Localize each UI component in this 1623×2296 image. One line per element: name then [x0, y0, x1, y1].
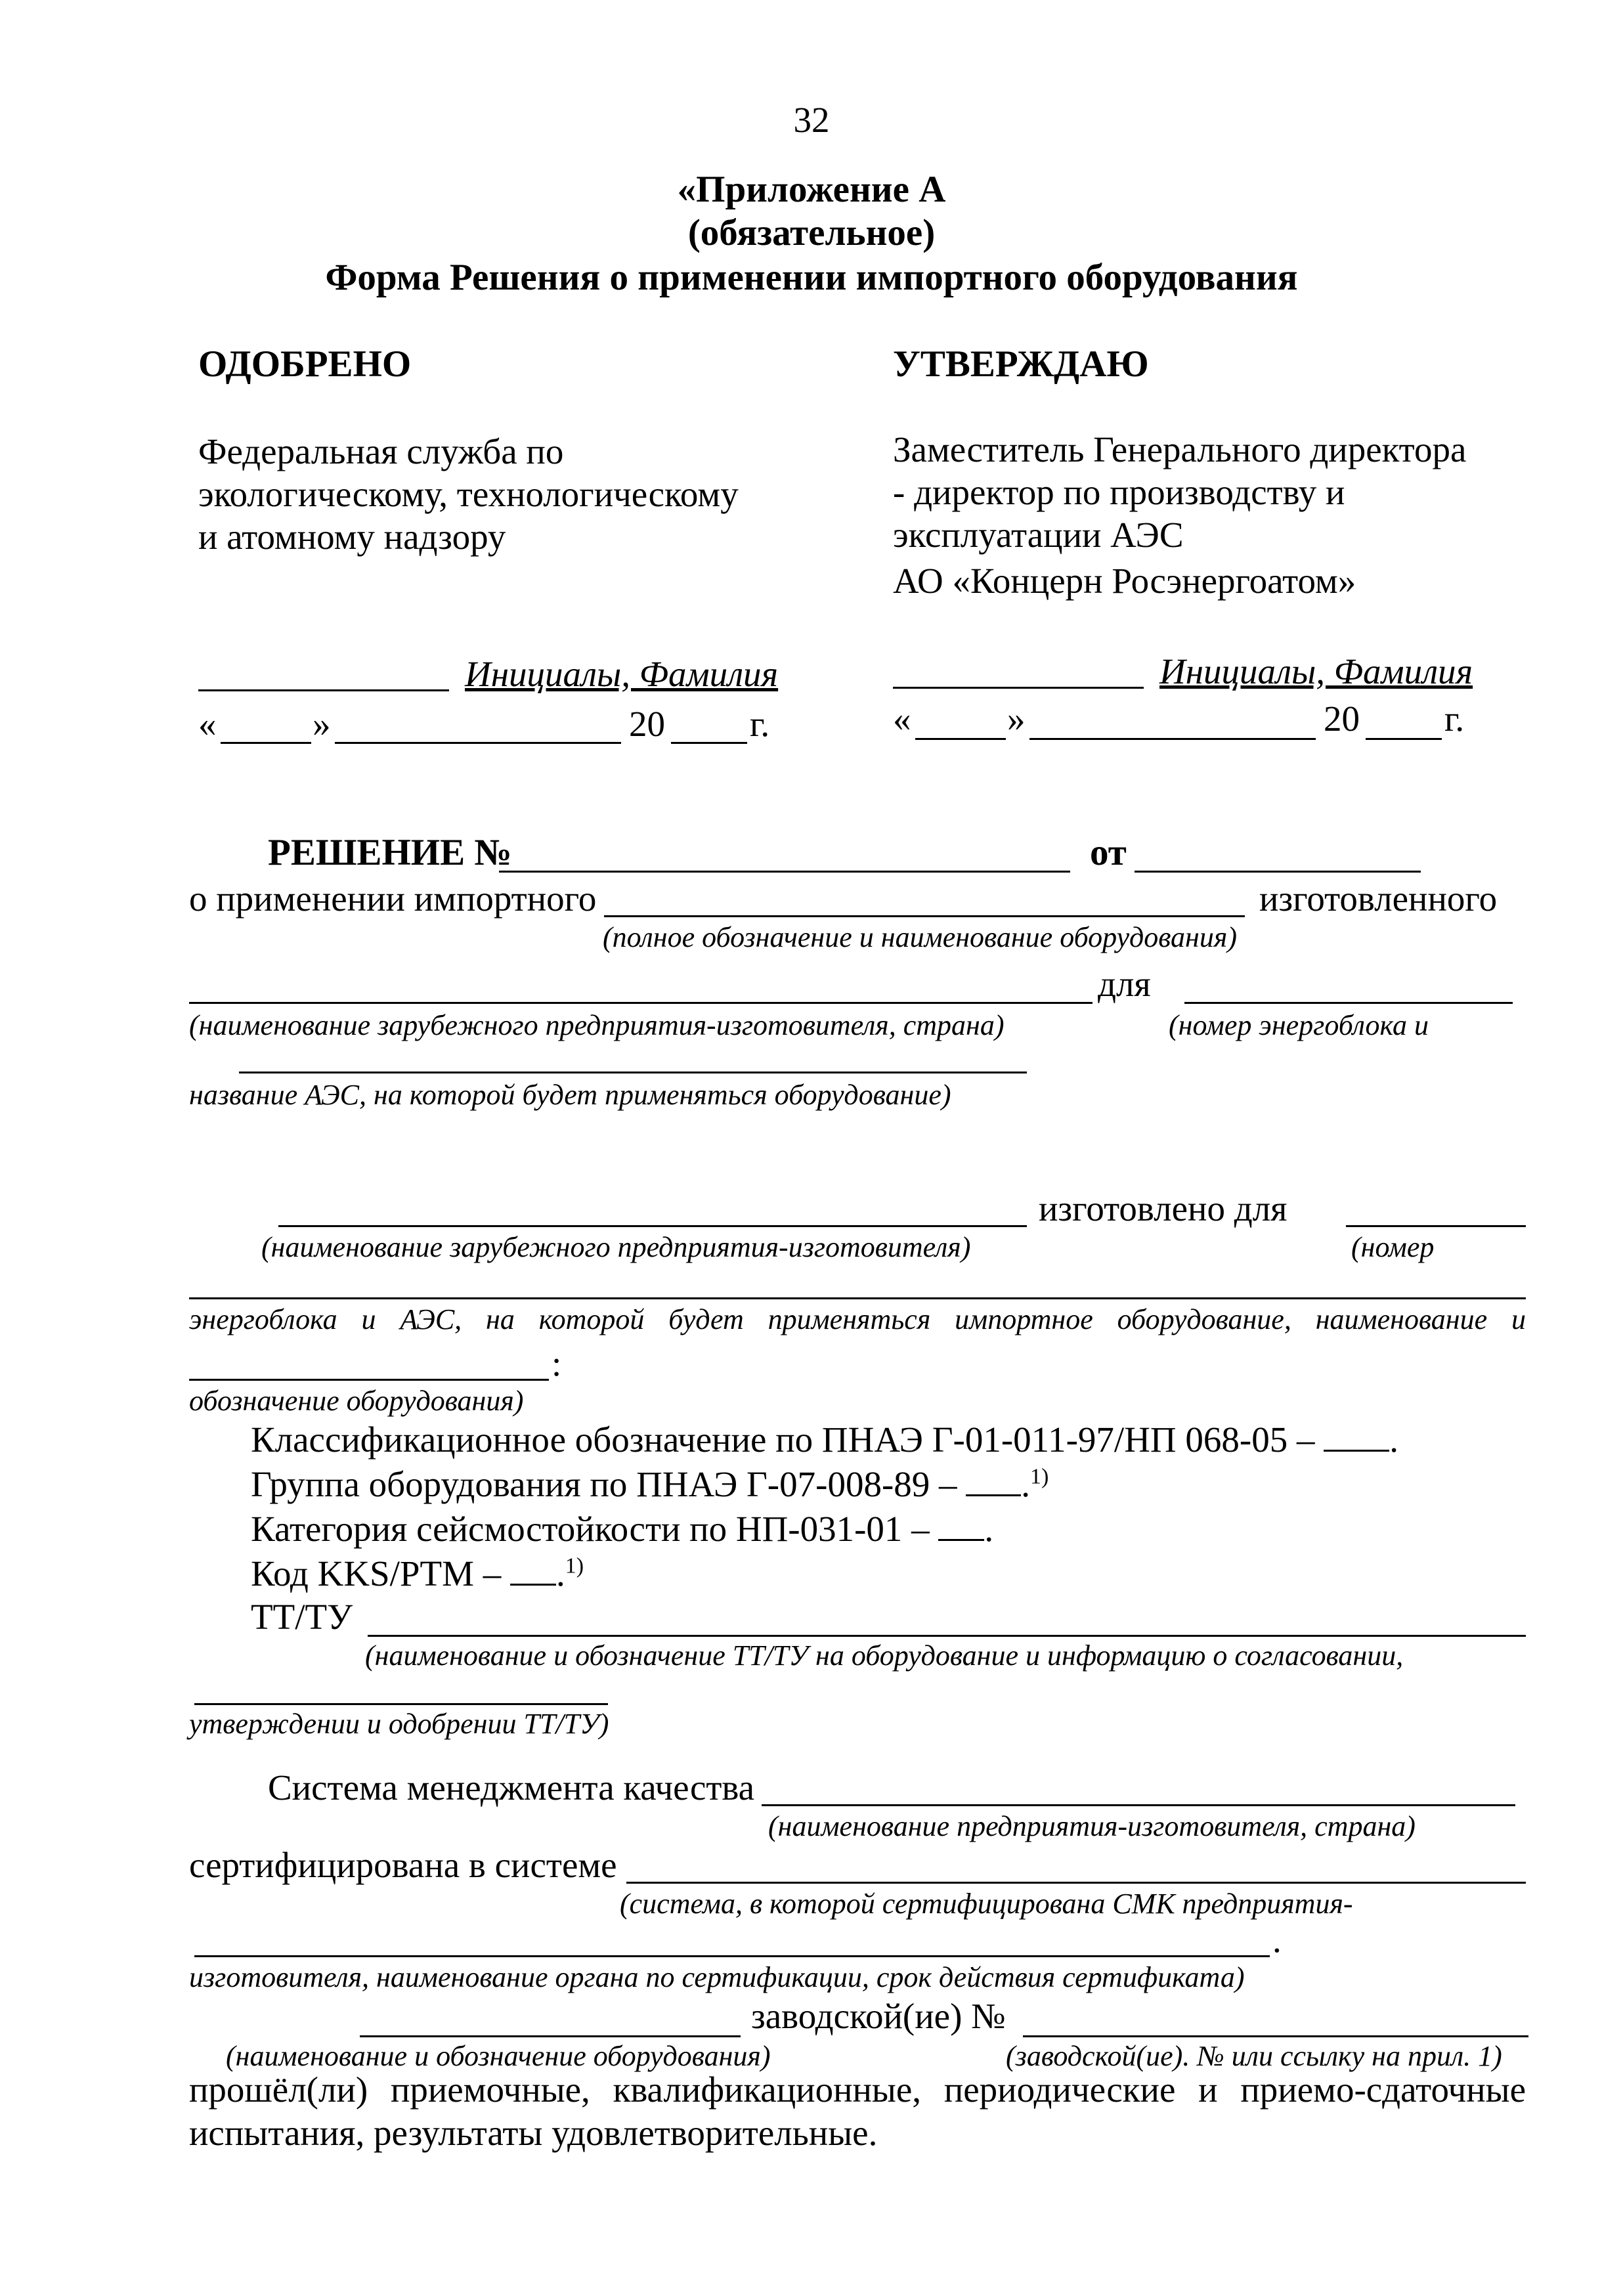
affirm-date-close-quote: » [1007, 699, 1026, 739]
result-line-2: испытания, результаты удовлетворительные. [189, 2113, 878, 2153]
factory-number-line [1023, 2035, 1528, 2037]
cert-hint-line-2: изготовителя, наименование органа по сертификации, срок действия сертификата) [189, 1961, 1245, 1993]
certified-system-line [626, 1882, 1526, 1884]
affirm-year-suffix: г. [1444, 699, 1465, 739]
affirm-year-line [1366, 738, 1442, 740]
approved-year-prefix: 20 [629, 704, 665, 744]
group-footnote-mark: 1) [1030, 1464, 1049, 1489]
factory-equipment-line [360, 2035, 741, 2037]
made-for-manufacturer-line [278, 1225, 1027, 1227]
factory-text: заводской(ие) № [751, 1996, 1006, 2036]
decision-date-line [1135, 871, 1421, 873]
approved-year-line [671, 742, 747, 744]
made-for-unit-hint: (номер [1351, 1231, 1435, 1263]
seismic-line: Категория сейсмостойкости по НП-031-01 – . [251, 1509, 994, 1549]
tt-approval-line [194, 1703, 608, 1705]
factory-number-hint: (заводской(ие). № или ссылку на прил. 1) [1006, 2040, 1502, 2072]
affirm-position-line-1: Заместитель Генерального директора [893, 429, 1467, 469]
decision-line-1-start: о применении импортного [189, 878, 597, 919]
classification-value-line [1324, 1423, 1389, 1452]
kks-footnote-mark: 1) [565, 1553, 584, 1578]
tt-value-line [368, 1635, 1526, 1637]
qms-manufacturer-line [762, 1804, 1515, 1806]
decision-plant-hint: название АЭС, на которой будет применяться оборудование) [189, 1079, 951, 1111]
decision-manufacturer-line [189, 1002, 1093, 1004]
decision-unit-hint: (номер энергоблока и [1169, 1009, 1429, 1041]
appendix-mandatory: (обязательное) [687, 212, 936, 253]
approved-month-line [335, 742, 621, 744]
approved-org-line-2: экологическому, технологическому [198, 474, 739, 514]
qms-text: Система менеджмента качества [268, 1767, 755, 1808]
decision-unit-line [1184, 1002, 1513, 1004]
made-for-details-hint: энергоблока и АЭС, на которой будет применяться импортное оборудование, наименование и [189, 1303, 1526, 1335]
classification-line: Классификационное обозначение по ПНАЭ Г-01-011-97/НП 068-05 – . [251, 1419, 1398, 1460]
affirm-signature-line [893, 687, 1144, 689]
equipment-hint: (наименование и обозначение оборудования) [226, 2040, 771, 2072]
affirm-heading: УТВЕРЖДАЮ [893, 343, 1149, 385]
approved-org-line-1: Федеральная служба по [198, 431, 564, 471]
kks-value-line [510, 1557, 556, 1586]
decision-plant-line [239, 1072, 1027, 1073]
made-for-manufacturer-hint: (наименование зарубежного предприятия-изготовителя) [261, 1231, 971, 1263]
group-line: Группа оборудования по ПНАЭ Г-07-008-89 – .$^{1)}$ [251, 1464, 1049, 1504]
made-for-colon: : [552, 1343, 562, 1383]
made-for-equipment-line [189, 1379, 549, 1381]
made-for-unit-line [1346, 1225, 1526, 1227]
affirm-position-line-4: АО «Концерн Росэнергоатом» [893, 561, 1356, 601]
affirm-date-open-quote: « [893, 699, 911, 739]
result-line-1: прошёл(ли) приемочные, квалификационные, периодические и приемо-сдаточные [189, 2069, 1526, 2110]
qms-hint: (наименование предприятия-изготовителя, страна) [768, 1810, 1416, 1842]
decision-number-line [499, 871, 1070, 873]
affirm-month-line [1029, 738, 1316, 740]
form-title: Форма Решения о применении импортного оборудования [325, 257, 1298, 298]
made-for-details-line [189, 1297, 1526, 1299]
approved-day-line [221, 742, 311, 744]
decision-title: РЕШЕНИЕ № [268, 832, 512, 873]
cert-period: . [1272, 1920, 1282, 1960]
approved-signature-name: Инициалы, Фамилия [465, 654, 779, 694]
decision-manufacturer-hint: (наименование зарубежного предприятия-изготовителя, страна) [189, 1009, 1005, 1041]
affirm-year-prefix: 20 [1324, 699, 1360, 739]
decision-from-word: от [1090, 832, 1127, 873]
decision-line-1-end: изготовленного [1259, 878, 1498, 919]
appendix-title: «Приложение А [677, 169, 946, 210]
affirm-day-line [915, 738, 1006, 740]
affirm-position-line-3: эксплуатации АЭС [893, 515, 1184, 555]
approved-date-close-quote: » [313, 704, 331, 744]
cert-hint-line-1: (система, в которой сертифицирована СМК предприятия- [620, 1888, 1353, 1920]
affirm-signature-name: Инициалы, Фамилия [1159, 651, 1473, 691]
approved-heading: ОДОБРЕНО [198, 343, 412, 385]
approved-year-suffix: г. [750, 704, 770, 744]
affirm-position-line-2: - директор по производству и [893, 472, 1345, 512]
cert-body-line [194, 1955, 1270, 1957]
group-value-line [966, 1468, 1021, 1496]
kks-line: Код KKS/PTM – .$^{1)}$ [251, 1553, 584, 1593]
certified-text: сертифицирована в системе [189, 1845, 617, 1885]
approved-org-line-3: и атомному надзору [198, 517, 506, 557]
approved-date-open-quote: « [198, 704, 217, 744]
seismic-value-line [938, 1513, 984, 1541]
tt-label: ТТ/ТУ [251, 1597, 353, 1637]
made-for-text: изготовлено для [1039, 1188, 1288, 1228]
decision-equipment-line [604, 915, 1245, 917]
page-number: 32 [793, 100, 830, 140]
approved-signature-line [198, 689, 449, 691]
tt-hint-line-1: (наименование и обозначение ТТ/ТУ на оборудование и информацию о согласовании, [365, 1639, 1404, 1672]
decision-equipment-hint: (полное обозначение и наименование оборудования) [603, 921, 1237, 953]
tt-hint-line-2: утверждении и одобрении ТТ/ТУ) [189, 1708, 609, 1740]
made-for-equipment-hint: обозначение оборудования) [189, 1385, 524, 1417]
decision-for-word: для [1098, 964, 1151, 1004]
